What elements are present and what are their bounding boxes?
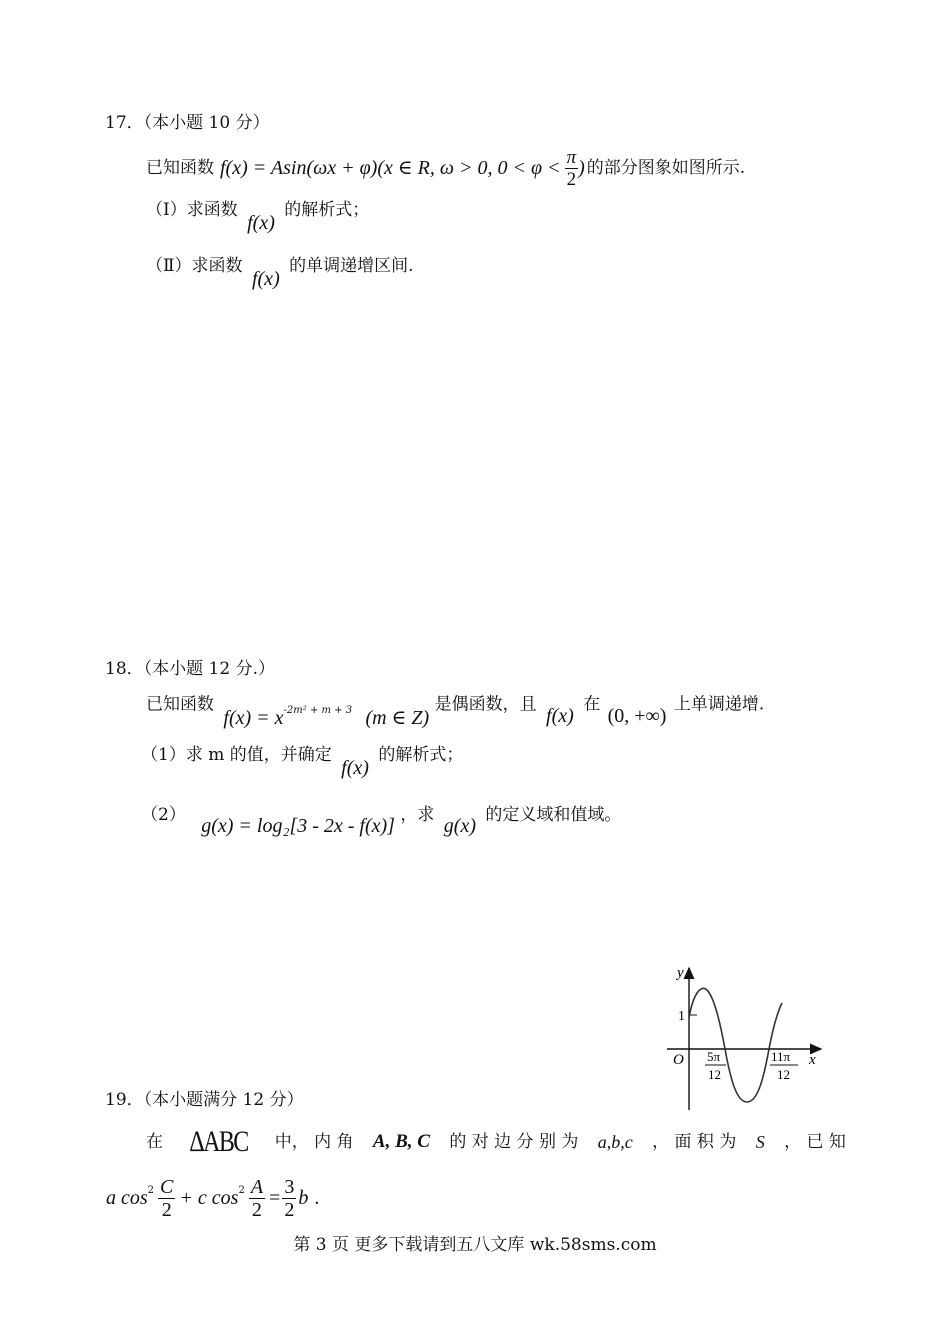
q19-abc-lower: a,b,c xyxy=(597,1132,633,1152)
q18-mono-text: 上单调递增. xyxy=(673,694,765,715)
q19-frac-2: 2 xyxy=(284,1198,295,1221)
q17-part1-prefix: （Ⅰ）求函数 xyxy=(146,200,238,220)
q19-frac-c-num: C xyxy=(160,1175,174,1198)
q17-part2-fx: f(x) xyxy=(251,268,280,290)
q18-even-text: 是偶函数，且 xyxy=(434,694,537,715)
q18-exponent: -2m² + m + 3 xyxy=(283,705,353,716)
q17-intro xyxy=(146,143,745,193)
q17-part2-suffix: 的单调递增区间. xyxy=(289,256,414,276)
q19-frac-a-den: 2 xyxy=(251,1198,262,1221)
q19-frac-a2 xyxy=(249,1177,265,1220)
q19-eq-a: a cos xyxy=(106,1186,148,1209)
q18-interval: (0, +∞) xyxy=(607,704,667,727)
q18-part1-text: （1）求 m 的值，并确定 xyxy=(141,745,332,765)
x-axis-label: x xyxy=(809,1052,816,1068)
q19-line1 xyxy=(146,1124,846,1160)
q18-fx-group xyxy=(223,705,434,729)
q19-equation xyxy=(106,1168,319,1228)
q19-frac-a-num: A xyxy=(250,1175,264,1198)
q19-eq-sq2: 2 xyxy=(238,1184,245,1196)
sine-curve xyxy=(689,988,782,1102)
q18-comma-ask: ，求 xyxy=(400,805,435,825)
q18-m-cond: (m ∈ Z) xyxy=(365,706,430,729)
q18-fx-base: f(x) = x xyxy=(223,706,284,729)
q18-intro-prefix: 已知函数 xyxy=(146,694,214,715)
q17-part1-suffix: 的解析式； xyxy=(284,200,370,220)
q19-eq-plus: + c cos xyxy=(179,1186,239,1209)
q18-fx2: f(x) xyxy=(546,704,574,727)
q17-two: 2 xyxy=(566,168,577,190)
q19-in-word: 在 xyxy=(146,1132,163,1152)
y-axis-label: y xyxy=(677,965,684,981)
one-label: 1 xyxy=(678,1009,685,1024)
q19-frac-c2 xyxy=(158,1177,175,1220)
page-footer: 第 3 页 更多下载请到五八文库 wk.58sms.com xyxy=(293,1235,657,1255)
q17-part2 xyxy=(146,254,414,290)
q19-eq-end: . xyxy=(314,1186,320,1209)
q19-eq-sq1: 2 xyxy=(147,1184,155,1196)
q17-part1-fx: f(x) xyxy=(247,212,275,234)
q19-eq-b: b xyxy=(298,1186,309,1209)
tick1-den: 12 xyxy=(708,1067,721,1082)
q19-abc-caps: A, B, C xyxy=(372,1131,430,1152)
q19-eq-equals: = xyxy=(269,1186,281,1209)
q17-part2-prefix: （Ⅱ）求函数 xyxy=(146,256,243,276)
q17-intro-prefix: 已知函数 xyxy=(146,158,214,178)
q18-intro xyxy=(146,690,765,729)
q17-formula: f(x) = Asin(ωx + φ)(x ∈ R, ω > 0, 0 < φ < xyxy=(220,157,561,179)
q18-part1 xyxy=(141,743,464,779)
sine-graph xyxy=(655,958,835,1116)
q17-intro-suffix: 的部分图象如图所示. xyxy=(586,158,746,178)
tick2-den: 12 xyxy=(777,1067,790,1082)
q19-sides-text: 的 对 边 分 别 为 xyxy=(449,1132,579,1152)
q18-g-fx: g(x) xyxy=(443,815,476,837)
q19-frac-3: 3 xyxy=(284,1175,295,1198)
tick1-num: 5π xyxy=(707,1049,721,1064)
q19-frac-c-den: 2 xyxy=(161,1198,172,1221)
q19-triangle: ΔABC xyxy=(189,1125,249,1158)
q19-mid-text: 中， 内 角 xyxy=(274,1132,354,1152)
q19-frac-32 xyxy=(282,1177,296,1220)
q19-area-text: ， 面 积 为 xyxy=(652,1132,737,1152)
q17-pi-over-two xyxy=(565,148,579,189)
q19-s-sym: S xyxy=(755,1132,765,1152)
q18-part2-suffix: 的定义域和值域。 xyxy=(485,805,622,825)
q18-g-formula: g(x) = log₂[3 - 2x - f(x)] xyxy=(201,815,395,837)
q18-part1-fx: f(x) xyxy=(341,757,369,779)
origin-label: O xyxy=(673,1052,684,1068)
q18-header: 18．（本小题 12 分.） xyxy=(105,659,275,679)
q18-part2 xyxy=(141,803,622,837)
q17-part1 xyxy=(146,198,370,234)
q19-header: 19．（本小题满分 12 分） xyxy=(105,1090,304,1110)
tick2-num: 11π xyxy=(771,1049,791,1064)
q17-header: 17．（本小题 10 分） xyxy=(105,113,270,133)
q18-part2-label: （2） xyxy=(141,805,186,825)
q17-formula-close: ) xyxy=(578,157,585,179)
q18-in-text: 在 xyxy=(583,694,601,715)
q17-pi: π xyxy=(566,146,577,168)
q18-part1-suffix: 的解析式； xyxy=(378,745,464,765)
q19-known-text: ， 已 知 xyxy=(784,1132,846,1152)
